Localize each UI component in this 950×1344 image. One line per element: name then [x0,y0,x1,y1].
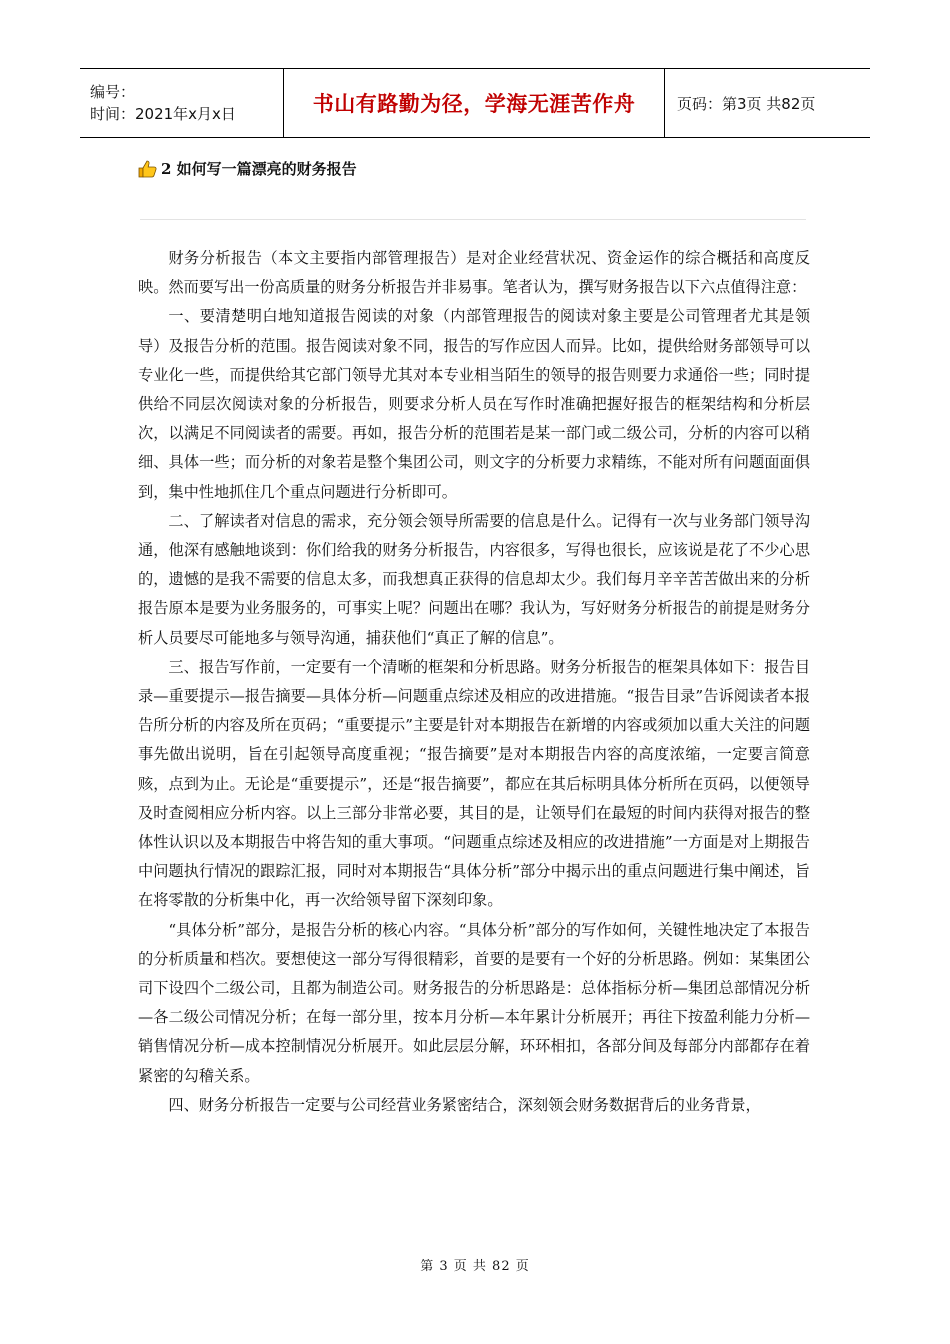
document-body [138,244,810,1120]
document-header [80,68,870,138]
thumbs-up-icon [137,159,159,179]
paragraph: 二、了解读者对信息的需求，充分领会领导所需要的信息是什么。记得有一次与业务部门领导沟通，他深有感触地谈到：你们给我的财务分析报告，内容很多，写得也很长，应该说是花了不少心思的，遗憾的是我不需要的信息太多，而我想真正获得的信息却太少。我们每月辛辛苦苦做出来的分析报告原本是要为业务服务的，可事实上呢？问题出在哪？我认为，写好财务分析报告的前提是财务分析人员要尽可能地多与领导沟通，捕获他们“真正了解的信息”。 [138,511,810,647]
paragraph: 财务分析报告（本文主要指内部管理报告）是对企业经营状况、资金运作的综合概括和高度反映。然而要写出一份高质量的财务分析报告并非易事。笔者认为，撰写财务报告以下六点值得注意： [138,249,810,297]
paragraph: 三、报告写作前，一定要有一个清晰的框架和分析思路。财务分析报告的框架具体如下：报告目录—重要提示—报告摘要—具体分析—问题重点综述及相应的改进措施。“报告目录”告诉阅读者本报告所分析的内容及所在页码；“重要提示”主要是针对本期报告在新增的内容或须加以重大关注的问题事先做出说明，旨在引起领导高度重视；“报告摘要”是对本期报告内容的高度浓缩，一定要言简意赅，点到为止。无论是“重要提示”，还是“报告摘要”，都应在其后标明具体分析所在页码，以便领导及时查阅相应分析内容。以上三部分非常必要，其目的是，让领导们在最短的时间内获得对报告的整体性认识以及本期报告中将告知的重大事项。“问题重点综述及相应的改进措施”一方面是对上期报告中问题执行情况的跟踪汇报，同时对本期报告“具体分析”部分中揭示出的重点问题进行集中阐述，旨在将零散的分析集中化，再一次给领导留下深刻印象。 [138,657,810,910]
paragraph: 四、财务分析报告一定要与公司经营业务紧密结合，深刻领会财务数据背后的业务背景， [168,1095,761,1114]
section-title: 2 如何写一篇漂亮的财务报告 [161,160,357,178]
title-divider [140,219,806,220]
paragraph: 一、要清楚明白地知道报告阅读的对象（内部管理报告的阅读对象主要是公司管理者尤其是领导）及报告分析的范围。报告阅读对象不同，报告的写作应因人而异。比如，提供给财务部领导可以专业化一些，而提供给其它部门领导尤其对本专业相当陌生的领导的报告则要力求通俗一些；同时提供给不同层次阅读对象的分析报告，则要求分析人员在写作时准确把握好报告的框架结构和分析层次，以满足不同阅读者的需要。再如，报告分析的范围若是某一部门或二级公司，分析的内容可以稍细、具体一些；而分析的对象若是整个集团公司，则文字的分析要力求精练，不能对所有问题面面俱到，集中性地抓住几个重点问题进行分析即可。 [138,307,810,501]
paragraph: “具体分析”部分，是报告分析的核心内容。“具体分析”部分的写作如何，关键性地决定了本报告的分析质量和档次。要想使这一部分写得很精彩，首要的是要有一个好的分析思路。例如：某集团公司下设四个二级公司，且都为制造公司。财务报告的分析思路是：总体指标分析—集团总部情况分析—各二级公司情况分析；在每一部分里，按本月分析—本年累计分析展开；再往下按盈利能力分析—销售情况分析—成本控制情况分析展开。如此层层分解，环环相扣，各部分间及每部分内部都存在着紧密的勾稽关系。 [138,920,810,1085]
document-number-label: 编号： [90,83,136,101]
header-meta [80,69,283,137]
header-motto: 书山有路勤为径，学海无涯苦作舟 [283,69,665,137]
section-heading [137,158,357,179]
document-date: 时间：2021年x月x日 [90,105,236,123]
header-page-info: 页码：第3页 共82页 [677,94,816,113]
page-footer: 第 3 页 共 82 页 [420,1259,530,1274]
